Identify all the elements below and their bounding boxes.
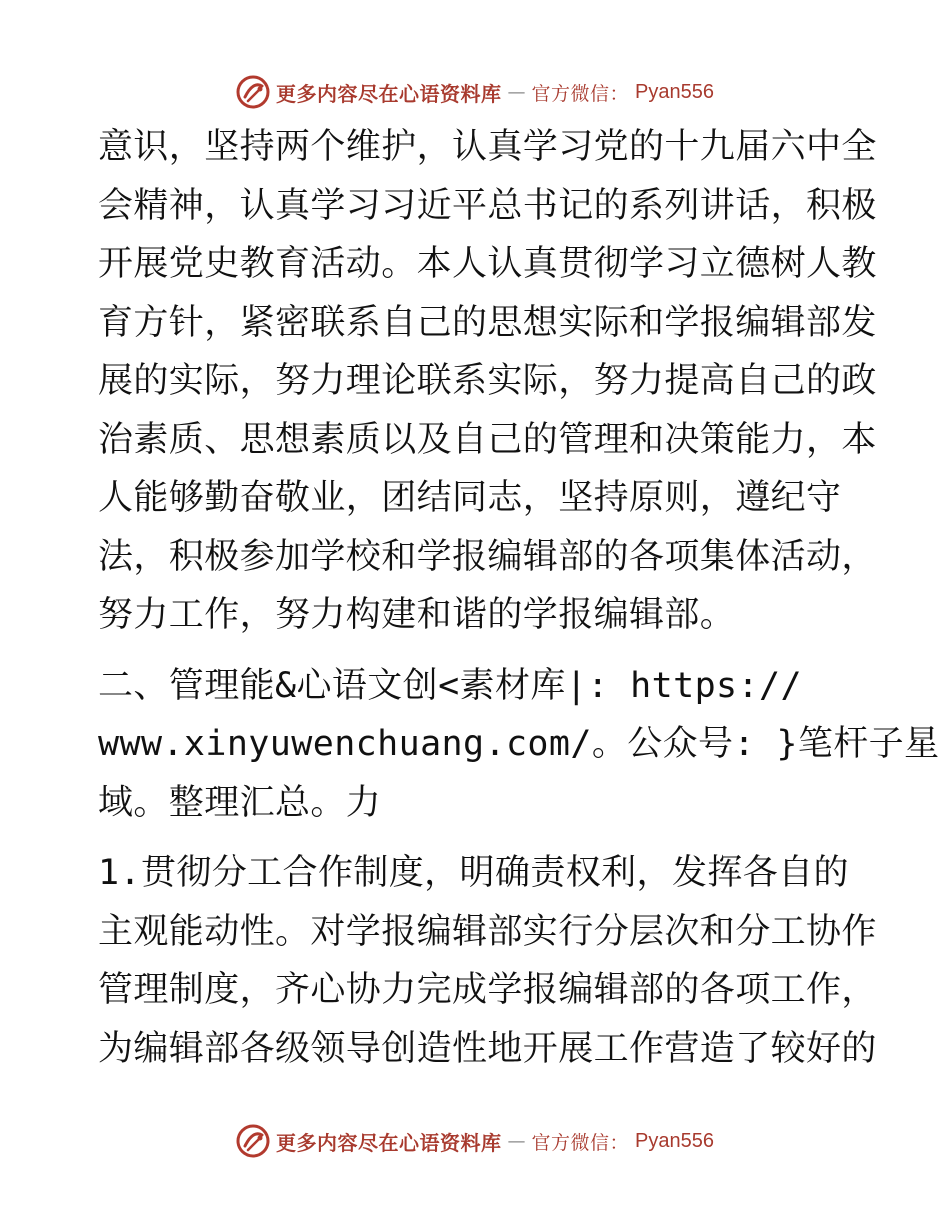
text-line: 育方针，紧密联系自己的思想实际和学报编辑部发 [98, 302, 877, 343]
text-line: 管理制度，齐心协力完成学报编辑部的各项工作， [98, 970, 877, 1010]
header-dash: — [507, 81, 526, 103]
paragraph-3 [98, 844, 877, 1078]
body-text [98, 118, 940, 1078]
footer-dash: — [507, 1130, 526, 1152]
text-line: 努力工作，努力构建和谐的学报编辑部。 [98, 595, 736, 635]
header-account: Pyan556 [635, 80, 714, 103]
text-line: 意识，坚持两个维护，认真学习党的十九届六中全 [98, 127, 877, 167]
text-line: 开展党史教育活动。本人认真贯彻学习立德树人教 [98, 244, 877, 284]
paragraph-gap [98, 645, 858, 657]
brand-logo-icon [236, 1124, 270, 1158]
text-line: 法，积极参加学校和学报编辑部的各项集体活动， [98, 536, 877, 577]
text-line: 为编辑部各级领导创造性地开展工作营造了较好的 [98, 1028, 877, 1069]
text-line: 二、管理能&心语文创<素材库|: https:// [98, 665, 802, 706]
footer-label: 官方微信： [531, 1131, 630, 1154]
header-banner [0, 72, 950, 112]
footer-banner [0, 1121, 950, 1161]
text-line: 展的实际，努力理论联系实际，努力提高自己的政 [98, 361, 877, 401]
text-line: 会精神，认真学习习近平总书记的系列讲话，积极 [98, 185, 877, 226]
header-brand-text: 更多内容尽在心语资料库 [276, 81, 502, 106]
text-line: 人能够勤奋敬业，团结同志，坚持原则，遵纪守 [98, 478, 842, 518]
paragraph-gap [98, 832, 858, 844]
text-line: www.xinyuwenchuang.com/。公众号: }笔杆子星 [98, 724, 940, 764]
text-line: 域。整理汇总。力 [98, 782, 382, 823]
footer-account: Pyan556 [635, 1129, 714, 1152]
header-banner-inner [236, 75, 714, 109]
paragraph-1 [98, 118, 877, 645]
footer-brand-text: 更多内容尽在心语资料库 [276, 1130, 502, 1155]
brand-logo-icon [236, 75, 270, 109]
header-label: 官方微信： [531, 82, 630, 105]
footer-banner-inner [236, 1124, 714, 1158]
text-line: 1.贯彻分工合作制度，明确责权利，发挥各自的 [98, 853, 849, 893]
text-line: 主观能动性。对学报编辑部实行分层次和分工协作 [98, 911, 877, 952]
paragraph-2 [98, 657, 940, 833]
text-line: 治素质、思想素质以及自己的管理和决策能力，本 [98, 419, 877, 460]
